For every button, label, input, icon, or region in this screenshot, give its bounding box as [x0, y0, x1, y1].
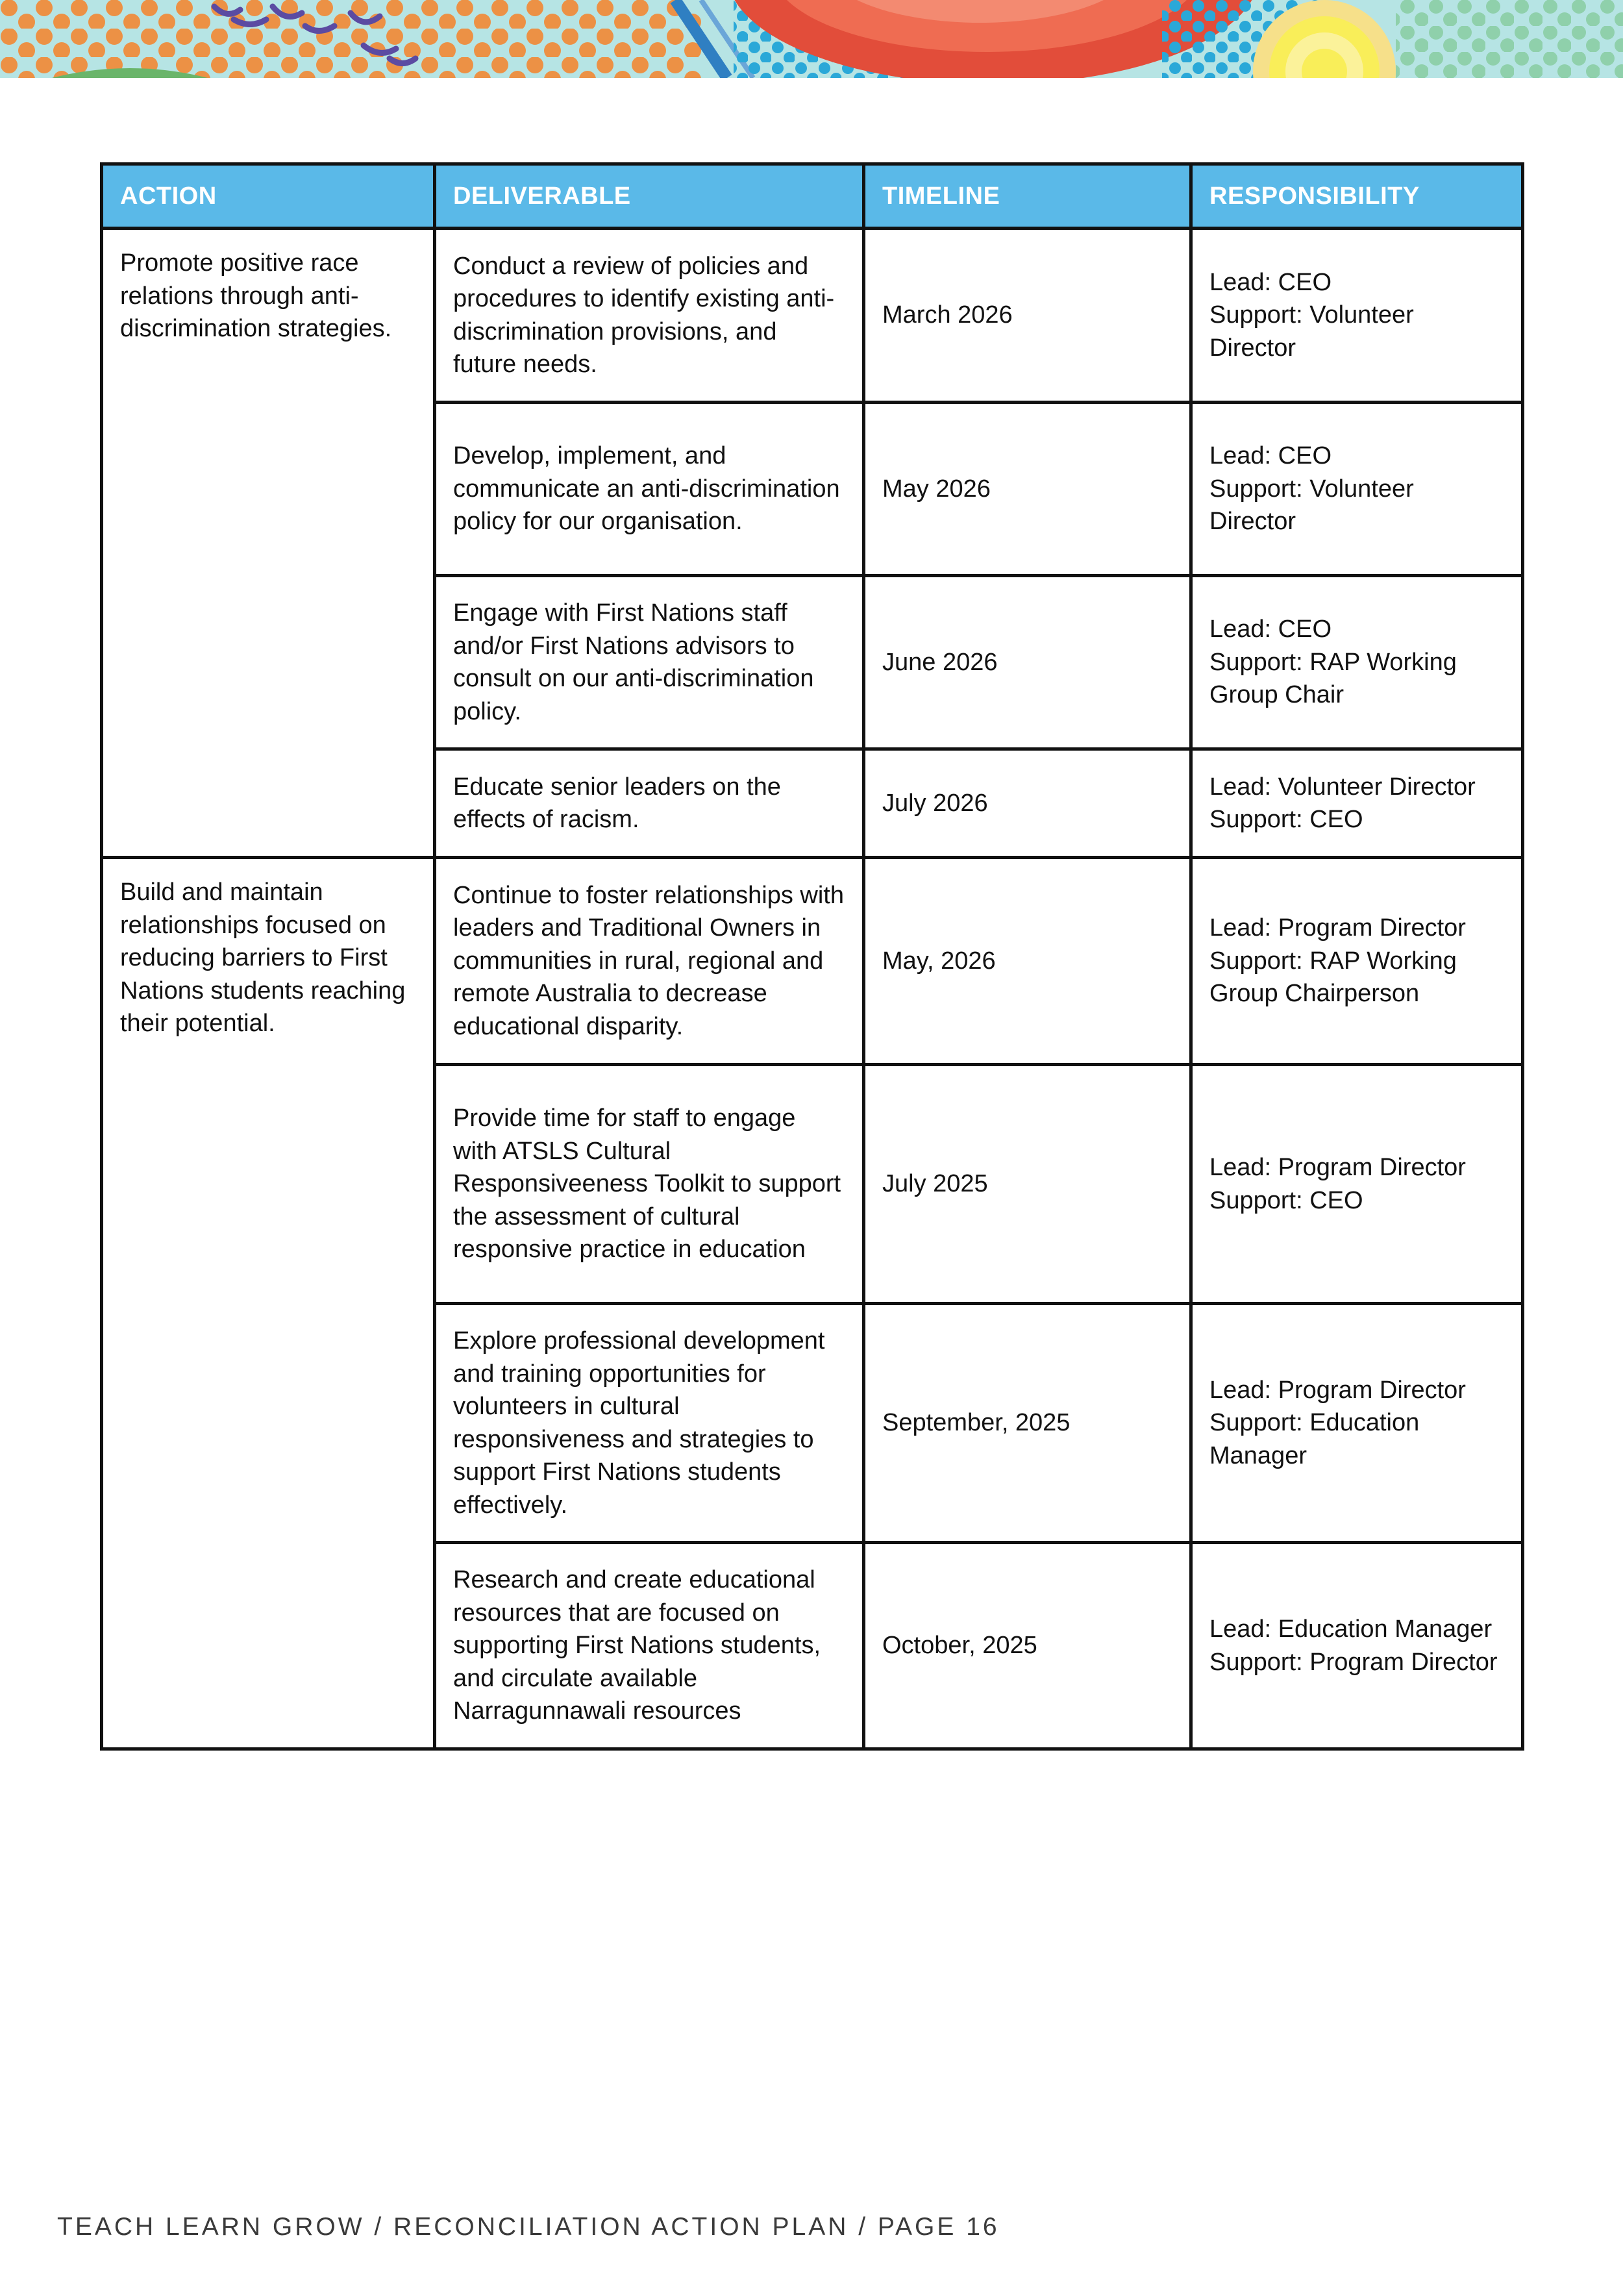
page-footer: TEACH LEARN GROW / RECONCILIATION ACTION PLAN / PAGE 16	[57, 2213, 1000, 2241]
responsibility-cell: Lead: Education Manager Support: Program Director	[1191, 1543, 1523, 1749]
responsibility-cell: Lead: CEO Support: Volunteer Director	[1191, 229, 1523, 403]
timeline-cell: September, 2025	[864, 1304, 1191, 1543]
deliverable-cell: Explore professional development and training opportunities for volunteers in cultural responsiveness and strategies to support First Nations students effectively.	[435, 1304, 864, 1543]
responsibility-cell: Lead: Program Director Support: RAP Working Group Chairperson	[1191, 858, 1523, 1065]
timeline-cell: May, 2026	[864, 858, 1191, 1065]
timeline-cell: July 2025	[864, 1065, 1191, 1304]
responsibility-cell: Lead: CEO Support: RAP Working Group Chair	[1191, 576, 1523, 749]
timeline-cell: June 2026	[864, 576, 1191, 749]
deliverable-cell: Provide time for staff to engage with ATSLS Cultural Responsiveeness Toolkit to support the assessment of cultural responsive practice in education	[435, 1065, 864, 1304]
deliverable-cell: Conduct a review of policies and procedures to identify existing anti-discrimination provisions, and future needs.	[435, 229, 864, 403]
table-row	[102, 229, 1523, 403]
action-plan-table	[100, 162, 1524, 1751]
table-row	[102, 858, 1523, 1065]
deliverable-cell: Educate senior leaders on the effects of racism.	[435, 749, 864, 858]
deliverable-cell: Engage with First Nations staff and/or First Nations advisors to consult on our anti-discrimination policy.	[435, 576, 864, 749]
deliverable-cell: Continue to foster relationships with leaders and Traditional Owners in communities in rural, regional and remote Australia to decrease educational disparity.	[435, 858, 864, 1065]
timeline-cell: July 2026	[864, 749, 1191, 858]
responsibility-cell: Lead: Program Director Support: Education Manager	[1191, 1304, 1523, 1543]
header-action: ACTION	[102, 164, 435, 229]
header-responsibility: RESPONSIBILITY	[1191, 164, 1523, 229]
timeline-cell: March 2026	[864, 229, 1191, 403]
responsibility-cell: Lead: CEO Support: Volunteer Director	[1191, 403, 1523, 576]
header-timeline: TIMELINE	[864, 164, 1191, 229]
header-deliverable: DELIVERABLE	[435, 164, 864, 229]
timeline-cell: October, 2025	[864, 1543, 1191, 1749]
deliverable-cell: Research and create educational resources that are focused on supporting First Nations students, and circulate available Narragunnawali resources	[435, 1543, 864, 1749]
responsibility-cell: Lead: Program Director Support: CEO	[1191, 1065, 1523, 1304]
timeline-cell: May 2026	[864, 403, 1191, 576]
decorative-banner	[0, 0, 1623, 78]
action-cell: Build and maintain relationships focused on reducing barriers to First Nations students reaching their potential.	[102, 858, 435, 1749]
dot-painting-artwork	[0, 0, 1623, 78]
table-header-row	[102, 164, 1523, 229]
action-cell: Promote positive race relations through anti-discrimination strategies.	[102, 229, 435, 858]
responsibility-cell: Lead: Volunteer Director Support: CEO	[1191, 749, 1523, 858]
deliverable-cell: Develop, implement, and communicate an anti-discrimination policy for our organisation.	[435, 403, 864, 576]
